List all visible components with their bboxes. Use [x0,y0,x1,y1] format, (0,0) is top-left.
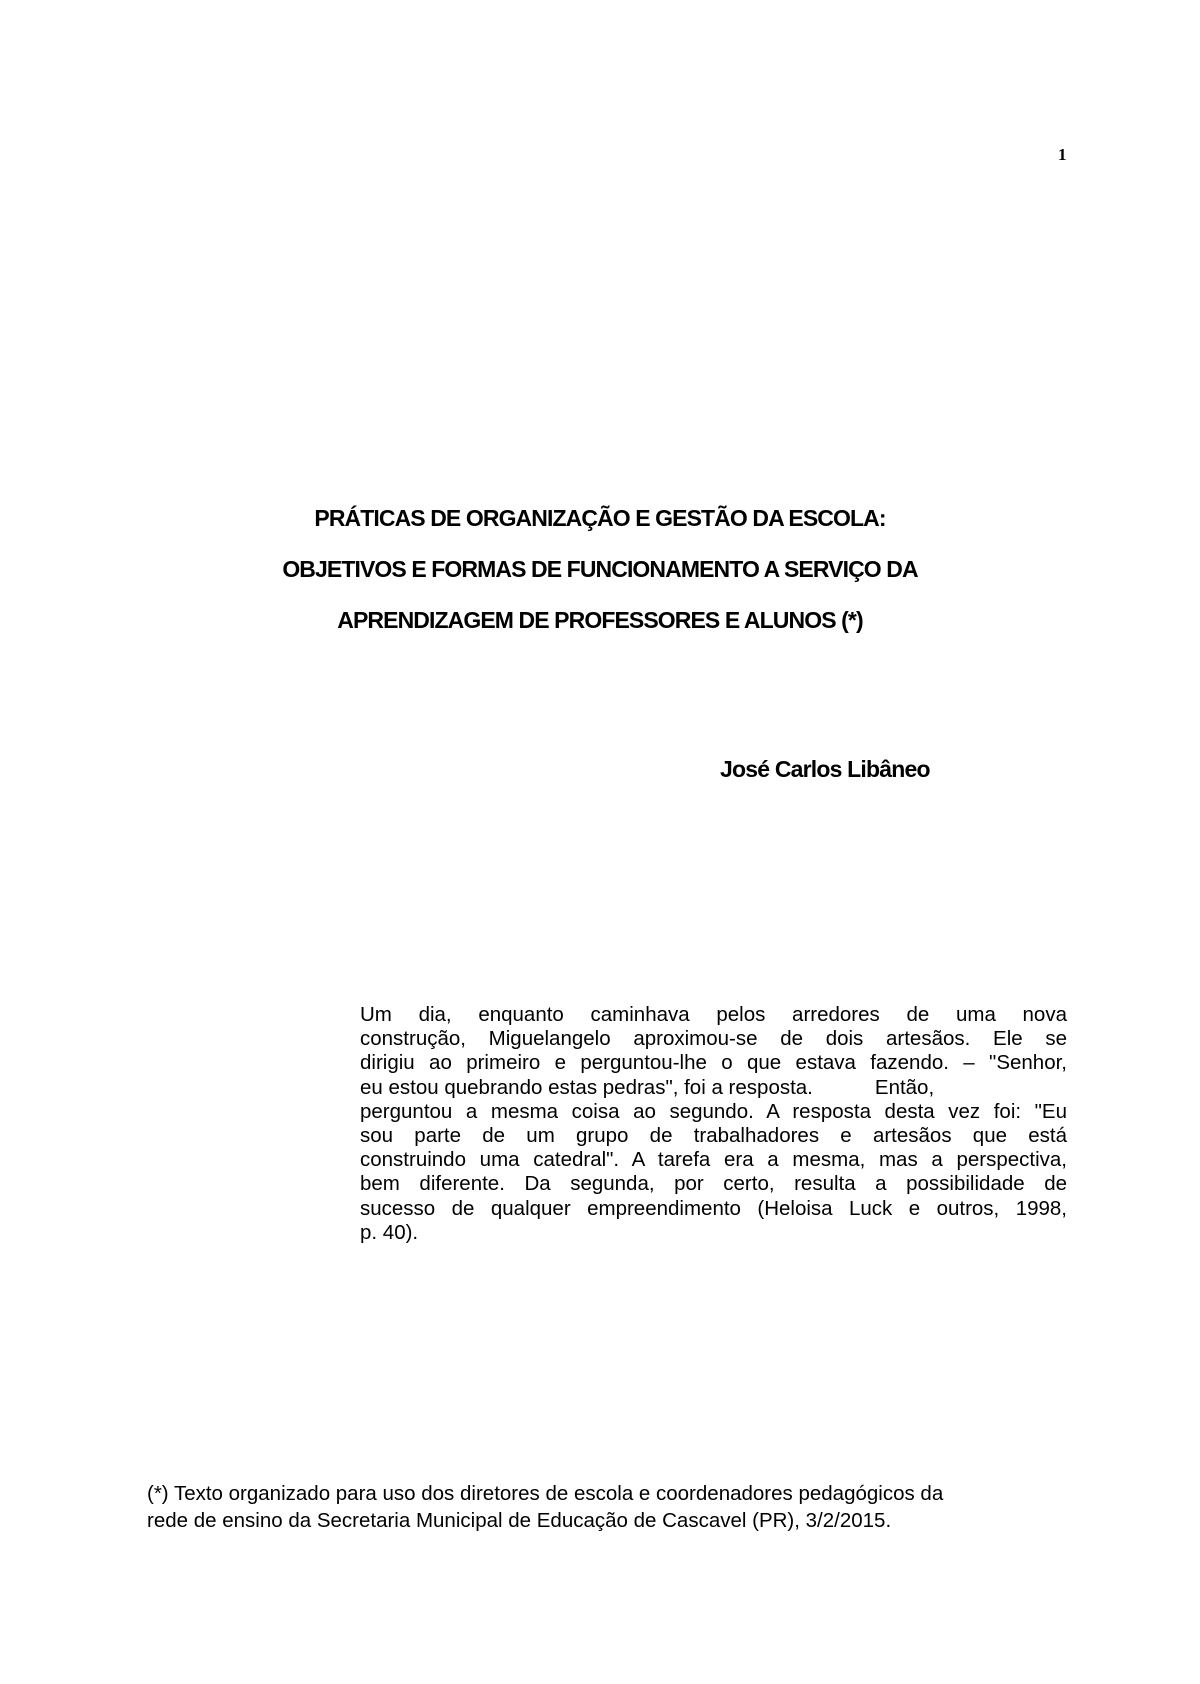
title-line: OBJETIVOS E FORMAS DE FUNCIONAMENTO A SERVIÇO DA [282,556,918,582]
epigraph-line-part: eu estou quebrando estas pedras", foi a resposta. [360,1075,813,1099]
title-line: PRÁTICAS DE ORGANIZAÇÃO E GESTÃO DA ESCOLA: [314,505,886,531]
epigraph-line: construindo uma catedral". A tarefa era a mesma, mas a perspectiva, [360,1148,1067,1172]
epigraph-line: construção, Miguelangelo aproximou-se de dois artesãos. Ele se [360,1027,1067,1051]
page-number: 1 [1058,145,1067,164]
epigraph-line: dirigiu ao primeiro e perguntou-lhe o que estava fazendo. – "Senhor, [360,1051,1067,1075]
epigraph-line: p. 40). [360,1220,419,1244]
footnote [147,1480,1047,1534]
document-title [0,505,1200,658]
epigraph-line: sou parte de um grupo de trabalhadores e artesãos que está [360,1123,1067,1147]
epigraph-line: perguntou a mesma coisa ao segundo. A resposta desta vez foi: "Eu [360,1099,1067,1123]
footnote-line: rede de ensino da Secretaria Municipal de Educação de Cascavel (PR), 3/2/2015. [147,1509,892,1532]
epigraph-line [360,1076,1067,1100]
epigraph-quote [360,1003,1067,1245]
title-line: APRENDIZAGEM DE PROFESSORES E ALUNOS (*) [337,607,863,633]
author-name: José Carlos Libâneo [720,756,930,782]
epigraph-line: bem diferente. Da segunda, por certo, resulta a possibilidade de [360,1172,1067,1196]
epigraph-line: sucesso de qualquer empreendimento (Heloisa Luck e outros, 1998, [360,1196,1067,1220]
epigraph-line-part: Então, [874,1075,935,1099]
footnote-line: (*) Texto organizado para uso dos diretores de escola e coordenadores pedagógicos da [147,1482,944,1505]
epigraph-line: Um dia, enquanto caminhava pelos arredores de uma nova [360,1003,1067,1026]
